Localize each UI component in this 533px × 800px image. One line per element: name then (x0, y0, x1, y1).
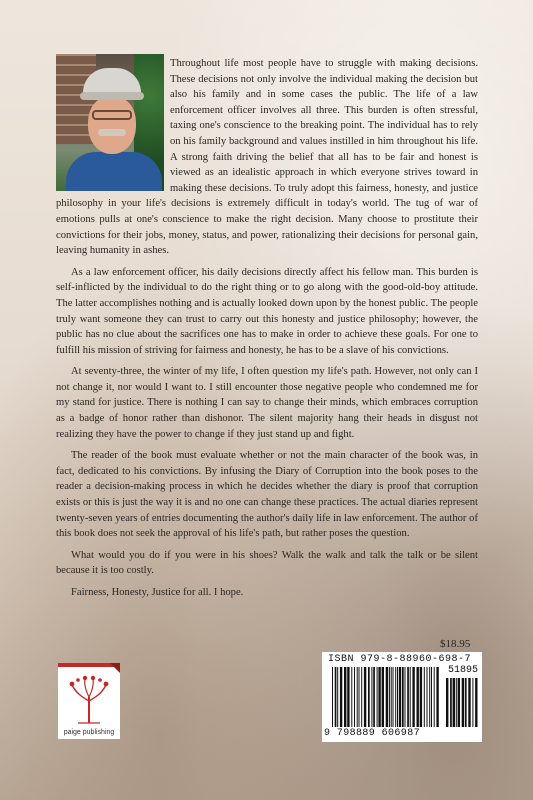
barcode-bar (429, 667, 430, 727)
barcode-bar (475, 678, 477, 727)
barcode-bar (386, 667, 388, 727)
back-cover-text (56, 56, 478, 607)
barcode-bar (465, 678, 467, 727)
barcode-bar (378, 667, 380, 727)
barcode-bar (450, 678, 452, 727)
barcode-bar (361, 667, 362, 727)
barcode-bar (395, 667, 396, 727)
barcode-bar (344, 667, 346, 727)
barcode-bar (417, 667, 419, 727)
barcode-bar (397, 667, 398, 727)
publisher-name: paige publishing (63, 729, 115, 736)
barcode (322, 652, 482, 742)
paragraph-3: At seventy-three, the winter of my life, I often question my life's path. However, not only can I not change it, nor would I want to. I still encounter those negative people who condemned me for my stand for justice. There is nothing I can say to change their minds, which embraces corruption as a badge of honor rather than dishonor. The silent majority hang their heads in disgust not realizing they have the power to change if they just stand up and fight. (56, 366, 478, 440)
barcode-bar (389, 667, 390, 727)
barcode-bar (468, 678, 470, 727)
barcode-bar (347, 667, 349, 727)
publisher-logo-tree-icon (64, 671, 114, 727)
barcode-bar (357, 667, 358, 727)
barcode-bar (371, 667, 372, 727)
barcode-bar (354, 667, 355, 727)
barcode-bar (420, 667, 422, 727)
barcode-bar (377, 667, 378, 727)
barcode-bar (359, 667, 360, 727)
barcode-bar (462, 678, 464, 727)
barcode-bar (337, 667, 338, 727)
price-code: 51895 (448, 665, 479, 676)
barcode-bar (453, 678, 455, 727)
barcode-bar (431, 667, 432, 727)
price-barcode-bars (446, 678, 478, 727)
barcode-bar (472, 678, 473, 727)
price-label: $18.95 (440, 638, 471, 650)
barcode-bar (332, 667, 333, 727)
barcode-bar (458, 678, 460, 727)
barcode-bars (332, 667, 440, 727)
barcode-bar (399, 667, 401, 727)
barcode-bar (373, 667, 375, 727)
barcode-bar (391, 667, 392, 727)
barcode-bar (405, 667, 406, 727)
barcode-bar (368, 667, 370, 727)
ean-digits: 9 798889 606987 (324, 728, 421, 739)
barcode-bar (424, 667, 425, 727)
barcode-bar (364, 667, 366, 727)
barcode-bar (427, 667, 428, 727)
barcode-bar (351, 667, 352, 727)
paragraph-1: Throughout life most people have to struggle with making decisions. These decisions not only involve the individual making the decision but also his family and in some cases the public. The life of a law enforcement officer involves all three. This burden is often stressful, taxing one's conscience to the breaking point. The individual has to rely on his family background and values instilled in him throughout his life. A strong faith driving the belief that all has to be fair and honest is viewed as an idealistic approach in which everyone strives toward in making these decisions. To truly adopt this fairness, honesty, and justice philosophy in your life's decisions is extremely difficult in today's world. The tug of war of emotions pulls at one's conscience to make the right decision. Many choose to prostitute their convictions for their jobs, money, status, and power, rationalizing their decisions for personal gain, leaving humanity in ashes. (56, 58, 478, 257)
barcode-bar (402, 667, 404, 727)
paragraph-6: Fairness, Honesty, Justice for all. I hope. (71, 587, 244, 598)
barcode-bar (393, 667, 394, 727)
barcode-bar (456, 678, 457, 727)
barcode-bar (407, 667, 409, 727)
barcode-bar (434, 667, 435, 727)
barcode-bar (410, 667, 411, 727)
isbn-label: ISBN 979-8-88960-698-7 (328, 654, 472, 665)
barcode-bar (446, 678, 448, 727)
paragraph-5: What would you do if you were in his shoes? Walk the walk and talk the talk or be silent because it is too costly. (56, 549, 478, 577)
barcode-bar (335, 667, 337, 727)
publisher-logo (58, 663, 120, 739)
barcode-bar (382, 667, 384, 727)
barcode-bar (436, 667, 438, 727)
paragraph-2: As a law enforcement officer, his daily decisions directly affect his fellow man. This burden is self-inflicted by the individual to do the right thing or to go along with the good-old-boy attitude. The latter accomplishes nothing and is actually looked down upon by the honest public. The people truly want someone they can trust to carry out this honesty and justice philosophy; however, the public has no clue about the sacrifices one has to make in order to achieve these goals. For one to fulfill his mission of striving for fairness and honesty, he has to be a slave of his convictions. (56, 266, 478, 356)
barcode-bar (340, 667, 342, 727)
barcode-bar (412, 667, 414, 727)
paragraph-4: The reader of the book must evaluate whether or not the main character of the book was, in fact, dedicated to his convictions. By infusing the Diary of Corruption into the book poses to the reader a decision-making process in which he decides whether the diary is proof that corruption exists or this is just the way it is and no one can change these practices. The actual diaries represent twenty-seven years of entries documenting the author's daily life in law enforcement. The author of this book does not seek the approval of his life's path, but rather poses the question. (56, 450, 478, 540)
